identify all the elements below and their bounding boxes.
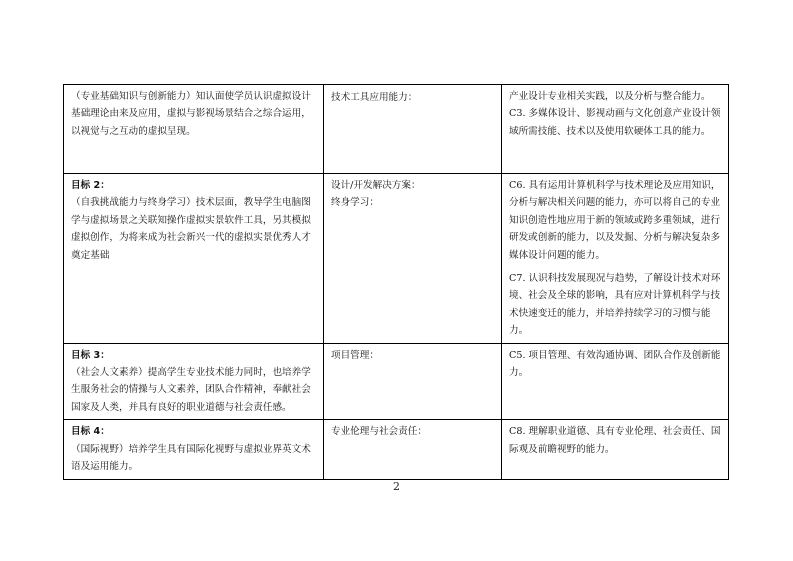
indicator-text: C8. 理解职业道德、具有专业伦理、社会责任、国际观及前瞻视野的能力。 <box>509 426 721 455</box>
capability-label: 技术工具应用能力： <box>331 92 418 103</box>
capability-label: 项目管理： <box>331 349 379 361</box>
indicator-text: C5. 项目管理、有效沟通协调、团队合作及创新能力。 <box>509 349 721 379</box>
indicator-cell <box>502 343 729 420</box>
objective-text: （自我挑战能力与终身学习）技术层面，教导学生电脑图学与虚拟场景之关联知操作虚拟实景软件工具，另其模拟虚拟创作，为将来成为社会新兴一代的虚拟实景优秀人才奠定基础 <box>71 197 311 261</box>
capability-cell <box>324 343 502 420</box>
objective-text: （社会人文素养）提高学生专业技术能力同时，也培养学生服务社会的情操与人文素养，团队合作精神，奉献社会国家及人类，并具有良好的职业道德与社会责任感。 <box>71 367 311 413</box>
indicator-text: C6. 具有运用计算机科学与技术理论及应用知识，分析与解决相关问题的能力，亦可以将自己的专业知识创造性地应用于新的领域或跨多重领域，进行研发或创新的能力，以及发掘、分析与解决复杂多媒体设计问题的能力。 <box>509 180 721 261</box>
goal-title: 目标 2： <box>71 180 110 191</box>
table-row <box>64 85 729 174</box>
indicator-cell <box>502 174 729 344</box>
goal-title: 目标 3： <box>71 349 110 361</box>
capability-label: 专业伦理与社会责任： <box>331 426 427 438</box>
indicator-text: C7. 认识科技发展现况与趋势，了解设计技术对环境、社会及全球的影响，具有应对计算机科学与技术快速变迁的能力，并培养持续学习的习惯与能力。 <box>509 273 721 337</box>
indicator-text: C3. 多媒体设计、影视动画与文化创意产业设计领域所需技能、技术以及使用软硬体工具的能力。 <box>509 108 721 137</box>
objective-cell <box>64 343 324 420</box>
indicator-cell <box>502 420 729 479</box>
capability-cell <box>324 85 502 174</box>
objective-cell <box>64 174 324 344</box>
capability-label: 终身学习： <box>331 197 379 209</box>
indicator-cell <box>502 85 729 174</box>
goal-title: 目标 4： <box>71 426 110 438</box>
indicator-text: 产业设计专业相关实践，以及分析与整合能力。 <box>509 91 711 102</box>
table-row <box>64 420 729 479</box>
table-row <box>64 174 729 344</box>
objective-text: （专业基础知识与创新能力）知认面使学员认识虚拟设计基础理论由来及应用，虚拟与影视场景结合之综合运用，以视觉与之互动的虚拟呈现。 <box>71 91 311 137</box>
objective-cell <box>64 85 324 174</box>
page-number: 2 <box>393 480 400 493</box>
table-row <box>64 343 729 420</box>
objective-cell <box>64 420 324 479</box>
capability-cell <box>324 420 502 479</box>
curriculum-goals-table <box>63 84 729 480</box>
capability-label: 设计/开发解决方案： <box>331 180 421 191</box>
capability-cell <box>324 174 502 344</box>
objective-text: （国际视野）培养学生具有国际化视野与虚拟业界英文术语及运用能力。 <box>71 443 311 473</box>
